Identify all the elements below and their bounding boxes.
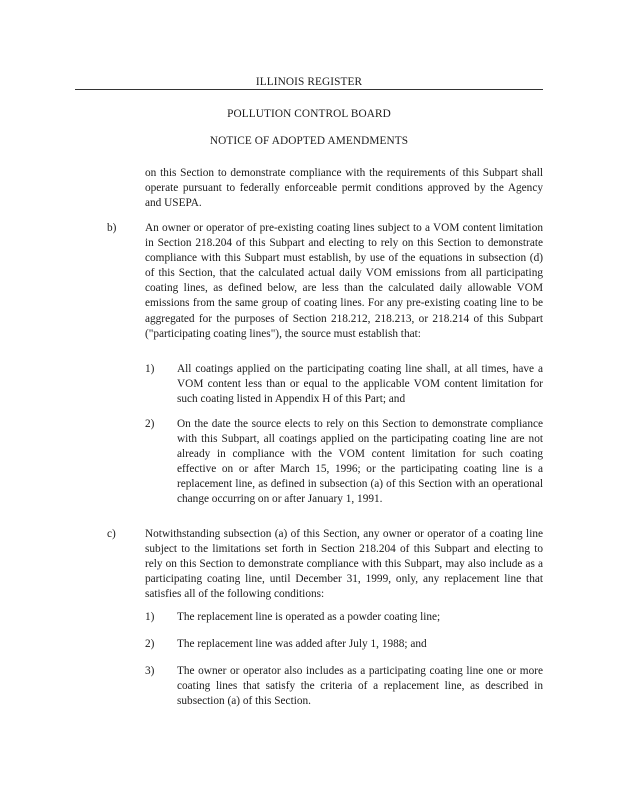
- subsection-c1-text: The replacement line is operated as a powder coating line;: [177, 611, 441, 623]
- subsection-b-text: An owner or operator of pre-existing coating lines subject to a VOM content limitation in Section 218.204 of this Subpart and electing to rely on this Section to demonstrate compliance with this Subpart must establish, by use of the equations in subsection (d) of this Section, that the calculated actual daily VOM emissions from all participating coating lines, as defined below, are less than the calculated daily allowable VOM emissions from the same group of coating lines. For any pre-existing coating line to be aggregated for the purposes of Section 218.212, 218.213, or 218.214 of this Subpart ("participating coating lines"), the source must establish that:: [145, 222, 543, 340]
- subsection-c-text: Notwithstanding subsection (a) of this Section, any owner or operator of a coating line subject to the limitations set forth in Section 218.204 of this Subpart and electing to rely on this Section to demonstrate compliance with this Subpart, may also include as a participating coating line, until December 31, 1999, only, any replacement line that satisfies all of the following conditions:: [145, 528, 543, 601]
- subsection-c3-text: The owner or operator also includes as a participating coating line one or more coating lines that satisfy the criteria of a replacement line, as described in subsection (a) of this Section.: [177, 665, 543, 708]
- subsection-b-label: b): [107, 222, 117, 234]
- register-title: ILLINOIS REGISTER: [255, 76, 363, 88]
- intro-paragraph: on this Section to demonstrate compliance with the requirements of this Subpart shall operate pursuant to federally enforceable permit conditions approved by the Agency and USEPA.: [145, 167, 543, 210]
- subsection-c2-text: The replacement line was added after July 1, 1988; and: [177, 638, 427, 650]
- subsection-c-label: c): [107, 528, 116, 540]
- header-rule: [75, 89, 543, 90]
- notice-title: NOTICE OF ADOPTED AMENDMENTS: [209, 135, 409, 147]
- board-title: POLLUTION CONTROL BOARD: [227, 108, 391, 120]
- subsection-b1-label: 1): [145, 363, 155, 375]
- subsection-c1-label: 1): [145, 611, 155, 623]
- subsection-b1-text: All coatings applied on the participating coating line shall, at all times, have a VOM content less than or equal to the applicable VOM content limitation for such coating listed in Appendix H of this Part; and: [177, 363, 543, 406]
- subsection-c2-label: 2): [145, 638, 155, 650]
- subsection-c3-label: 3): [145, 665, 155, 677]
- subsection-b2-label: 2): [145, 418, 155, 430]
- subsection-b2-text: On the date the source elects to rely on this Section to demonstrate compliance with this Subpart, all coatings applied on the participating coating line are not already in compliance with the VOM content limitation for such coating effective on or after March 15, 1996; or the participating coating line is a replacement line, as defined in subsection (a) of this Section with an operational change occurring on or after January 1, 1991.: [177, 418, 543, 506]
